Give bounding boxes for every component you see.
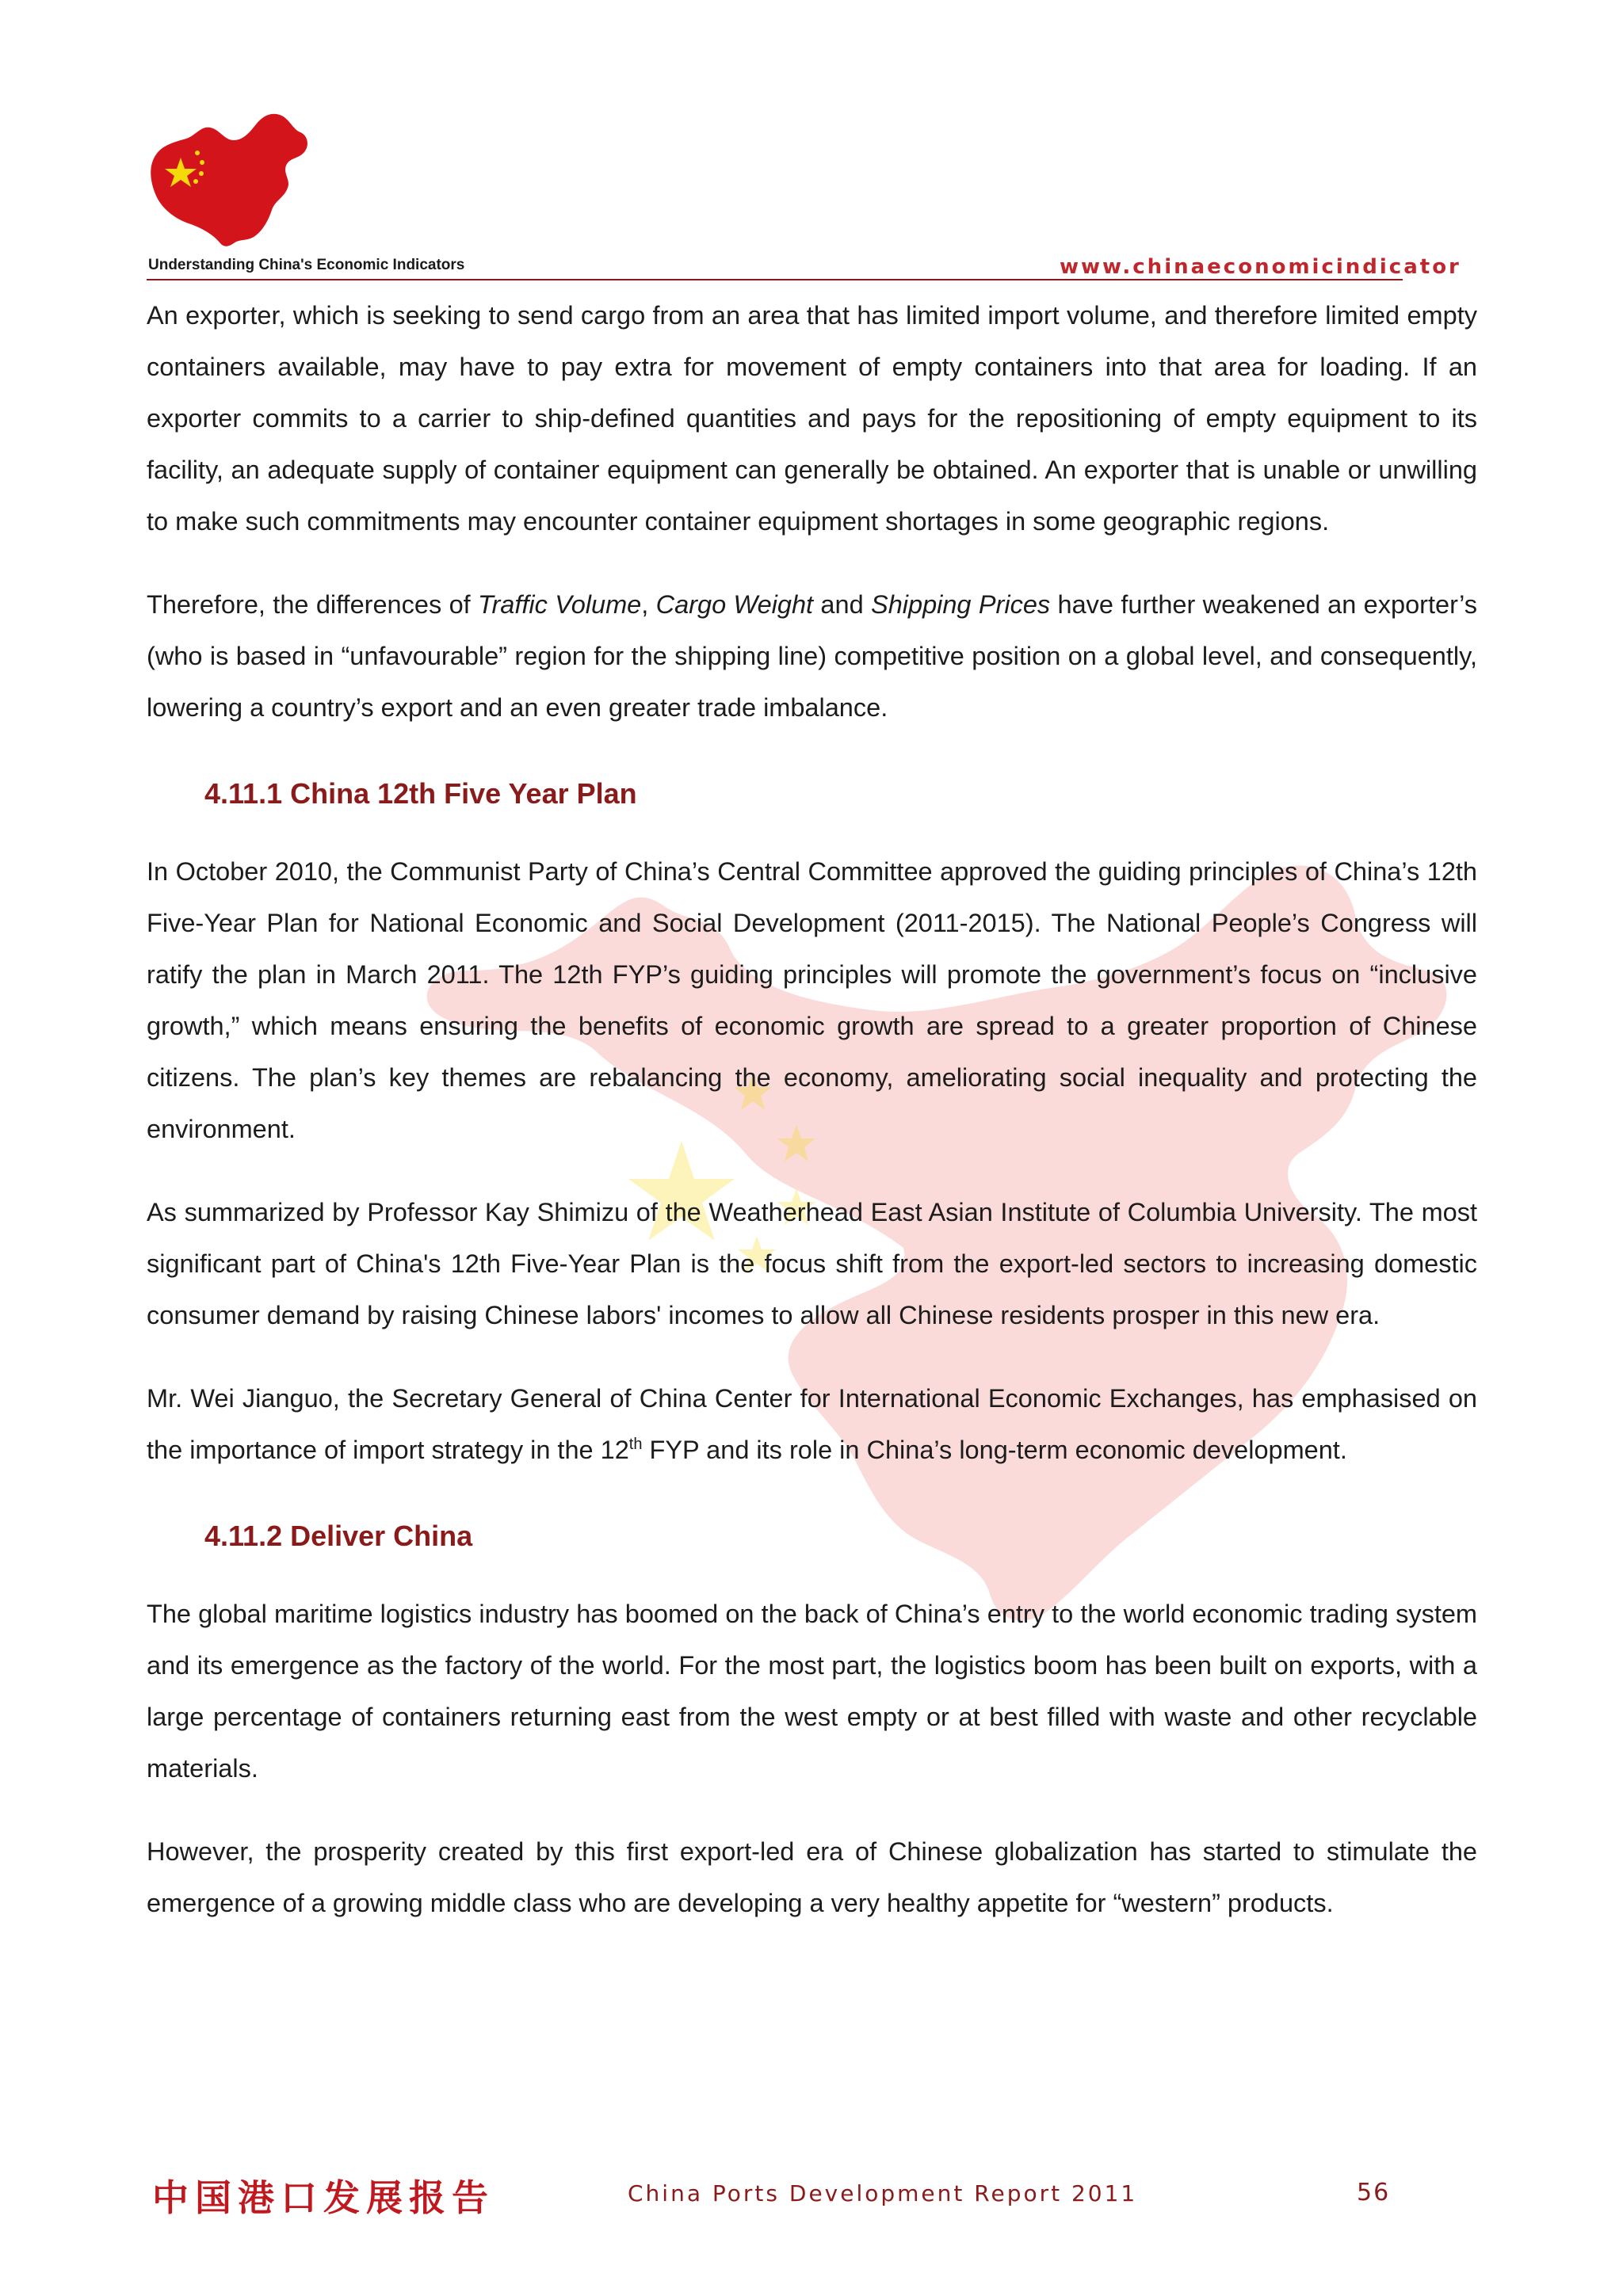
paragraph: However, the prosperity created by this first export-led era of Chinese globalization has started to stimulate the emergence of a growing middle class who are developing a very healthy appetite for “western” products. [147, 1837, 1477, 1917]
italic-term: Traffic Volume [478, 590, 642, 619]
paragraph: An exporter, which is seeking to send cargo from an area that has limited import volume, and therefore limited empty containers available, may have to pay extra for movement of empty containers into that area for loading. If an exporter commits to a carrier to ship-defined quantities and pays for the repositioning of empty equipment to its facility, an adequate supply of container equipment can generally be obtained. An exporter that is unable or unwilling to make such commitments may encounter container equipment shortages in some geographic regions. [147, 301, 1477, 536]
paragraph-text: Mr. Wei Jianguo, the Secretary General of China Center for International Economic Exchanges, has emphasised on the importance of import strategy in the 12 [147, 1384, 1477, 1464]
italic-term: Shipping Prices [871, 590, 1051, 619]
paragraph-text: FYP and its role in China’s long-term economic development. [642, 1436, 1347, 1464]
document-body [147, 290, 1477, 1929]
paragraph: As summarized by Professor Kay Shimizu of the Weatherhead East Asian Institute of Columbia University. The most significant part of China's 12th Five-Year Plan is the focus shift from the export-led sectors to increasing domestic consumer demand by raising Chinese labors' incomes to allow all Chinese residents prosper in this new era. [147, 1198, 1477, 1329]
page-number: 56 [1357, 2179, 1391, 2206]
italic-term: Cargo Weight [655, 590, 814, 619]
superscript: th [628, 1436, 643, 1454]
footer-report-title: China Ports Development Report 2011 [628, 2180, 1138, 2206]
paragraph-text: have further weakened an exporter’s (who is based in “unfavourable” region for the shipping line) competitive position on a global level, and consequently, lowering a country’s export and an even greater trade imbalance. [147, 590, 1477, 722]
china-map-logo [145, 109, 311, 251]
paragraph [147, 579, 1477, 734]
paragraph [147, 1373, 1477, 1476]
header-label: Understanding China's Economic Indicators [148, 257, 465, 273]
header-divider [147, 279, 1403, 280]
footer-chinese-title: 中国港口发展报告 [152, 2176, 495, 2219]
header-url[interactable]: www.chinaeconomicindicator [1060, 255, 1461, 279]
section-heading: 4.11.2 Deliver China [204, 1520, 473, 1552]
section-heading: 4.11.1 China 12th Five Year Plan [204, 777, 637, 810]
paragraph: In October 2010, the Communist Party of China’s Central Committee approved the guiding principles of China’s 12th Five-Year Plan for National Economic and Social Development (2011-2015). The National People’s Congress will ratify the plan in March 2011. The 12th FYP’s guiding principles will promote the government’s focus on “inclusive growth,” which means ensuring the benefits of economic growth are spread to a greater proportion of Chinese citizens. The plan’s key themes are rebalancing the economy, ameliorating social inequality and protecting the environment. [147, 857, 1477, 1143]
paragraph-text: Therefore, the differences of [147, 590, 479, 619]
paragraph-text: , [641, 590, 656, 619]
paragraph: The global maritime logistics industry has boomed on the back of China’s entry to the world economic trading system and its emergence as the factory of the world. For the most part, the logistics boom has been built on exports, with a large percentage of containers returning east from the west empty or at best filled with waste and other recyclable materials. [147, 1600, 1477, 1783]
paragraph-text: and [813, 590, 872, 619]
